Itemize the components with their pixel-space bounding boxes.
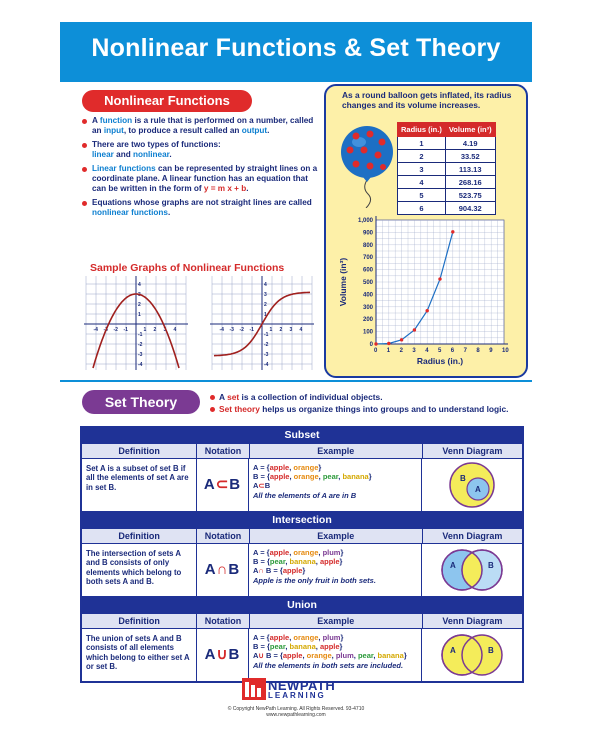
y-tick-label: -4 xyxy=(264,362,269,368)
y-tick-label: 2 xyxy=(138,302,141,308)
venn-label-b: B xyxy=(460,474,466,483)
website-link[interactable]: www.newpathlearning.com xyxy=(266,712,326,718)
x-tick-label: -4 xyxy=(219,327,224,333)
data-point xyxy=(374,342,377,345)
col-definition: Definition xyxy=(82,614,197,628)
y-tick-label: 900 xyxy=(362,230,373,237)
venn-label-a: A xyxy=(475,485,481,494)
radius-volume-table xyxy=(397,122,496,215)
col-venn: Venn Diagram xyxy=(442,446,503,456)
intersection-columns xyxy=(82,528,522,544)
col-notation: Notation xyxy=(197,444,250,458)
y-tick-label: 400 xyxy=(362,292,373,299)
y-tick-label: 800 xyxy=(362,242,373,249)
data-point xyxy=(451,230,454,233)
x-tick-label: -4 xyxy=(93,327,98,333)
x-tick-label: 3 xyxy=(163,327,167,333)
data-point xyxy=(413,328,416,331)
table-row: 3 113.13 xyxy=(398,163,496,176)
col-venn: Venn Diagram xyxy=(442,616,503,626)
y-tick-label: -4 xyxy=(138,362,143,368)
col-definition: Definition xyxy=(82,444,197,458)
section-divider xyxy=(60,380,532,382)
y-tick-label: -2 xyxy=(138,342,143,348)
x-tick-label: 2 xyxy=(279,327,283,333)
bullet-linear: Linear functions can be represented by straight lines on a coordinate plane. A linear function has an equation that can be written in the form of y = m x + b. xyxy=(82,164,322,194)
x-tick-label: 0 xyxy=(374,348,378,354)
x-tick-label: 10 xyxy=(502,348,509,354)
subset-columns xyxy=(82,443,522,459)
subset-definition: Set A is a subset of set B if all the elements of set A are in set B. xyxy=(82,459,197,511)
data-point xyxy=(426,309,429,312)
y-tick-label: 600 xyxy=(362,267,373,274)
y-tick-label: 300 xyxy=(362,304,373,311)
balloon-description: As a round balloon gets inflated, its radius changes and its volume increases. xyxy=(342,90,512,110)
x-tick-label: 1 xyxy=(386,348,391,354)
union-notation: A∪B xyxy=(197,629,249,681)
table-row: 2 33.52 xyxy=(398,150,496,163)
sample-graph-cubic xyxy=(208,274,316,372)
union-row xyxy=(82,629,522,681)
set-theory-heading: Set Theory xyxy=(82,390,200,414)
y-tick-label: 500 xyxy=(362,280,373,286)
y-tick-label: 3 xyxy=(264,292,267,298)
logo-word-newpath: NEWPATH xyxy=(268,678,336,693)
intersection-venn xyxy=(422,544,522,596)
table-row: 5 523.75 xyxy=(398,189,496,202)
x-tick-label: -2 xyxy=(239,327,244,333)
y-tick-label: -3 xyxy=(138,352,143,358)
subset-table xyxy=(80,426,524,513)
col-notation: Notation xyxy=(197,529,250,543)
x-tick-label: 8 xyxy=(476,348,480,354)
union-table xyxy=(80,596,524,683)
intersection-example: A = {apple, orange, plum} B = {pear, banana, apple} A∩ B = {apple} Apple is the only fruit in both sets. xyxy=(249,544,422,596)
y-tick-label: 700 xyxy=(362,255,373,262)
subset-venn xyxy=(422,459,522,511)
x-tick-label: 2 xyxy=(399,348,403,354)
nonlinear-heading: Nonlinear Functions xyxy=(82,90,252,112)
col-venn: Venn Diagram xyxy=(442,531,503,541)
y-tick-label: -1 xyxy=(138,332,143,338)
y-tick-label: -2 xyxy=(264,342,269,348)
col-example: Example xyxy=(250,529,423,543)
union-example: A = {apple, orange, plum} B = {pear, banana, apple} A∪ B = {apple, orange, plum, pear, banana} All the elements in both sets are included. xyxy=(249,629,422,681)
venn-label-b: B xyxy=(488,561,494,570)
venn-label-a: A xyxy=(450,561,456,570)
bullet-function: A function is a rule that is performed on a number, called an input, to produce a result called an output. xyxy=(82,116,322,136)
x-tick-label: 4 xyxy=(173,327,177,333)
venn-label-a: A xyxy=(450,646,456,655)
x-tick-label: 5 xyxy=(438,348,442,354)
x-tick-label: -3 xyxy=(103,327,108,333)
copyright-text: © Copyright NewPath Learning. All Rights Reserved. 93-4710 xyxy=(227,706,365,712)
newpath-logo[interactable] xyxy=(242,678,352,700)
subset-notation: A⊂B xyxy=(197,459,249,511)
y-tick-label: 3 xyxy=(138,292,141,298)
y-tick-label: 200 xyxy=(362,317,373,324)
data-point xyxy=(438,277,441,280)
x-tick-label: 4 xyxy=(299,327,303,333)
col-notation: Notation xyxy=(197,614,250,628)
y-tick-label: -1 xyxy=(264,332,269,338)
x-tick-label: 1 xyxy=(143,327,147,333)
intersection-row xyxy=(82,544,522,596)
bullet-types: There are two types of functions: linear and nonlinear. xyxy=(82,140,322,160)
col-example: Example xyxy=(250,614,423,628)
venn-label-b: B xyxy=(488,646,494,655)
x-tick-label: 3 xyxy=(412,348,416,354)
col-example: Example xyxy=(250,444,423,458)
y-tick-label: 1,000 xyxy=(357,218,373,224)
data-point xyxy=(387,342,390,345)
x-tick-label: 4 xyxy=(425,348,429,354)
x-tick-label: 3 xyxy=(289,327,293,333)
col-radius: Radius (in.) xyxy=(398,123,446,137)
y-tick-label: 2 xyxy=(264,302,267,308)
x-tick-label: -1 xyxy=(123,327,128,333)
page-title: Nonlinear Functions & Set Theory xyxy=(91,34,501,62)
col-definition: Definition xyxy=(82,529,197,543)
x-tick-label: 9 xyxy=(489,348,493,354)
union-title: Union xyxy=(82,598,522,613)
y-tick-label: 4 xyxy=(264,282,267,288)
x-tick-label: -3 xyxy=(229,327,234,333)
bullet-nonlinear: Equations whose graphs are not straight lines are called nonlinear functions. xyxy=(82,198,322,218)
table-row: 6 904.32 xyxy=(398,202,496,215)
table-row: 4 268.16 xyxy=(398,176,496,189)
bullet-set: A set is a collection of individual objects. xyxy=(210,392,510,402)
nonlinear-bullets xyxy=(82,116,322,222)
y-tick-label: 100 xyxy=(362,329,373,336)
x-axis-label: Radius (in.) xyxy=(416,356,464,366)
x-tick-label: 7 xyxy=(463,348,467,354)
x-tick-label: -2 xyxy=(113,327,118,333)
y-axis-label: Volume (in³) xyxy=(338,257,348,307)
radius-volume-chart xyxy=(332,214,522,374)
poster xyxy=(60,22,532,722)
y-tick-label: 1 xyxy=(138,312,141,318)
union-definition: The union of sets A and B consists of all elements which belong to either set A or set B. xyxy=(82,629,197,681)
sample-graph-parabola xyxy=(82,274,190,372)
set-theory-bullets xyxy=(210,392,510,416)
subset-row xyxy=(82,459,522,511)
y-tick-label: 0 xyxy=(369,342,373,348)
logo-icon xyxy=(242,678,266,700)
subset-example: A = {apple, orange} B = {apple, orange, pear, banana} A⊂B All the elements of A are in B xyxy=(249,459,422,511)
logo-word-learning: LEARNING xyxy=(268,691,326,700)
data-point xyxy=(400,338,403,341)
intersection-definition: The intersection of sets A and B consists of only elements which belong to both sets A and B. xyxy=(82,544,197,596)
table-row: 1 4.19 xyxy=(398,137,496,150)
intersection-table xyxy=(80,511,524,598)
y-tick-label: 4 xyxy=(138,282,141,288)
x-tick-label: -1 xyxy=(249,327,254,333)
y-tick-label: -3 xyxy=(264,352,269,358)
sample-graphs-title: Sample Graphs of Nonlinear Functions xyxy=(90,262,285,274)
bullet-set-theory: Set theory helps us organize things into groups and to understand logic. xyxy=(210,404,510,414)
union-columns xyxy=(82,613,522,629)
balloon-icon xyxy=(338,122,396,208)
copyright xyxy=(60,706,532,718)
intersection-title: Intersection xyxy=(82,513,522,528)
x-tick-label: 6 xyxy=(450,348,455,354)
subset-title: Subset xyxy=(82,428,522,443)
intersection-notation: A∩B xyxy=(197,544,249,596)
y-tick-label: 1 xyxy=(264,312,267,318)
col-volume: Volume (in³) xyxy=(445,123,495,137)
union-venn xyxy=(422,629,522,681)
title-banner xyxy=(60,22,532,82)
x-tick-label: 2 xyxy=(153,327,157,333)
x-tick-label: 1 xyxy=(269,327,273,333)
